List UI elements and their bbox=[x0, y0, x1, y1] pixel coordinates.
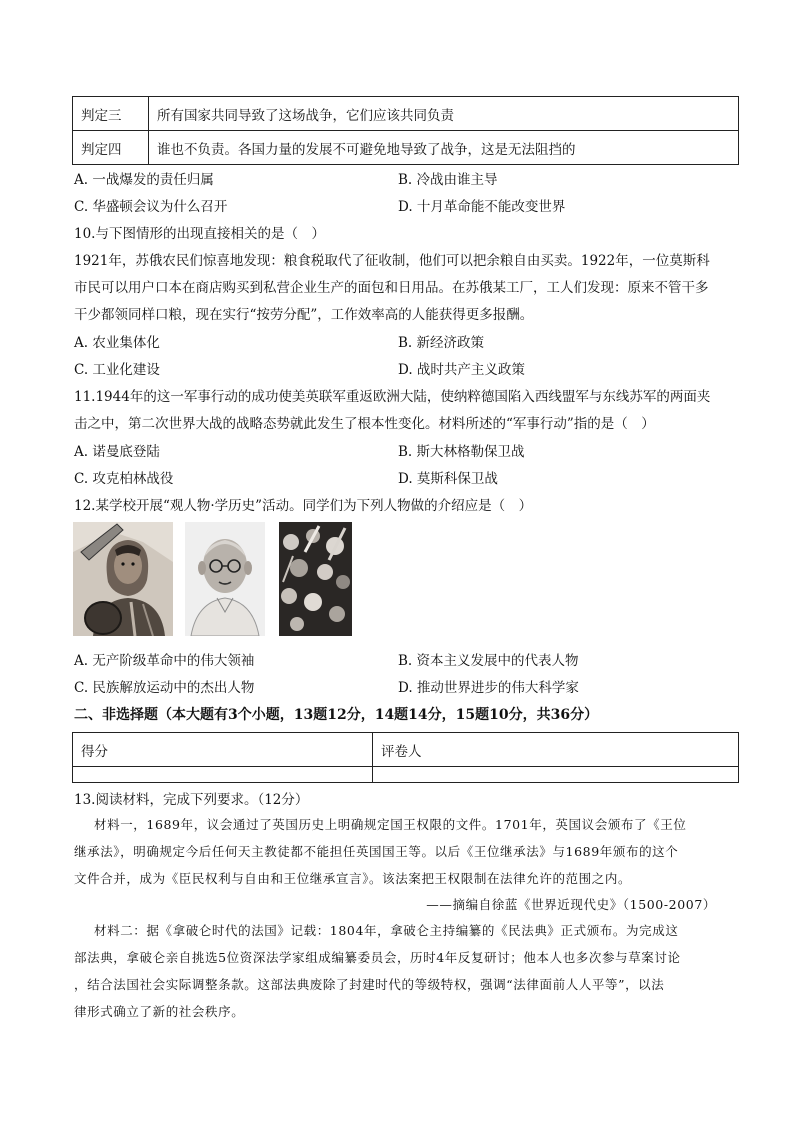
q12-option-c[interactable]: C. 民族解放运动中的杰出人物 bbox=[74, 680, 255, 696]
section-title: 二、非选择题（本大题有3个小题，13题12分，14题14分，15题10分，共36分） bbox=[74, 707, 599, 723]
material-1-source: ——摘编自徐蓝《世界近现代史》（1500-2007） bbox=[426, 897, 716, 912]
grader-field[interactable] bbox=[373, 767, 739, 783]
q11-option-a[interactable]: A. 诺曼底登陆 bbox=[74, 444, 160, 460]
q10-material-line: 市民可以用户口本在商店购买到私营企业生产的面包和日用品。在苏俄某工厂，工人们发现：原来不管干多 bbox=[74, 280, 709, 296]
score-table bbox=[72, 732, 739, 783]
q9-option-d[interactable]: D. 十月革命能不能改变世界 bbox=[398, 199, 566, 215]
q11-stem-line: 11.1944年的这一军事行动的成功使美英联军重返欧洲大陆，使纳粹德国陷入西线盟军与东线苏军的两面夹 bbox=[74, 389, 711, 405]
q9-option-b[interactable]: B. 冷战由谁主导 bbox=[398, 172, 498, 188]
warrior-portrait-photo bbox=[73, 522, 173, 636]
material-1-line: 文件合并，成为《臣民权利与自由和王位继承宣言》。该法案把王权限制在法律允许的范围之内。 bbox=[74, 871, 632, 886]
table-row bbox=[73, 97, 739, 131]
q11-stem-line: 击之中，第二次世界大战的战略态势就此发生了根本性变化。材料所述的“军事行动”指的是（ ） bbox=[74, 416, 655, 432]
q9-option-a[interactable]: A. 一战爆发的责任归属 bbox=[74, 172, 214, 188]
judge-label: 判定三 bbox=[73, 97, 149, 131]
judgement-table bbox=[72, 96, 739, 165]
material-2-line: 材料二：据《拿破仑时代的法国》记载：1804年，拿破仑主持编纂的《民法典》正式颁布。为完成这 bbox=[94, 923, 679, 938]
table-row bbox=[73, 131, 739, 165]
material-1-line: 继承法》，明确规定今后任何天主教徒都不能担任英国国王等。以后《王位继承法》与1689年颁布的这个 bbox=[74, 844, 679, 859]
q10-option-c[interactable]: C. 工业化建设 bbox=[74, 362, 160, 378]
q12-option-a[interactable]: A. 无产阶级革命中的伟大领袖 bbox=[74, 653, 255, 669]
material-2-line: 律形式确立了新的社会秩序。 bbox=[74, 1004, 245, 1019]
q10-stem: 10.与下图情形的出现直接相关的是（ ） bbox=[74, 226, 325, 242]
grader-label: 评卷人 bbox=[373, 733, 739, 767]
q11-option-d[interactable]: D. 莫斯科保卫战 bbox=[398, 471, 498, 487]
q10-option-d[interactable]: D. 战时共产主义政策 bbox=[398, 362, 525, 378]
material-2-line: 部法典，拿破仑亲自挑选5位资深法学家组成编纂委员会，历时4年反复研讨；他本人也多次参与草案讨论 bbox=[74, 950, 681, 965]
q10-option-b[interactable]: B. 新经济政策 bbox=[398, 335, 485, 351]
material-2-line: ，结合法国社会实际调整条款。这部法典废除了封建时代的等级特权，强调“法律面前人人平等”，以法 bbox=[74, 977, 665, 992]
q9-option-c[interactable]: C. 华盛顿会议为什么召开 bbox=[74, 199, 228, 215]
judge-label: 判定四 bbox=[73, 131, 149, 165]
crowd-scene-photo bbox=[279, 522, 352, 636]
q13-stem: 13.阅读材料，完成下列要求。（12分） bbox=[74, 792, 309, 808]
material-1-line: 材料一，1689年，议会通过了英国历史上明确规定国王权限的文件。1701年，英国议会颁布了《王位 bbox=[94, 817, 687, 832]
judge-text: 所有国家共同导致了这场战争，它们应该共同负责 bbox=[149, 97, 739, 131]
q12-option-b[interactable]: B. 资本主义发展中的代表人物 bbox=[398, 653, 579, 669]
elderly-man-portrait-photo bbox=[185, 522, 265, 636]
score-label: 得分 bbox=[73, 733, 373, 767]
judge-text: 谁也不负责。各国力量的发展不可避免地导致了战争，这是无法阻挡的 bbox=[149, 131, 739, 165]
q11-option-c[interactable]: C. 攻克柏林战役 bbox=[74, 471, 174, 487]
score-field[interactable] bbox=[73, 767, 373, 783]
q12-option-d[interactable]: D. 推动世界进步的伟大科学家 bbox=[398, 680, 579, 696]
q11-option-b[interactable]: B. 斯大林格勒保卫战 bbox=[398, 444, 525, 460]
q12-stem: 12.某学校开展“观人物·学历史”活动。同学们为下列人物做的介绍应是（ ） bbox=[74, 498, 533, 514]
q10-option-a[interactable]: A. 农业集体化 bbox=[74, 335, 160, 351]
q10-material-line: 干少都领同样口粮，现在实行“按劳分配”，工作效率高的人能获得更多报酬。 bbox=[74, 307, 534, 323]
q10-material-line: 1921年，苏俄农民们惊喜地发现：粮食税取代了征收制，他们可以把余粮自由买卖。1922年，一位莫斯科 bbox=[74, 253, 710, 269]
